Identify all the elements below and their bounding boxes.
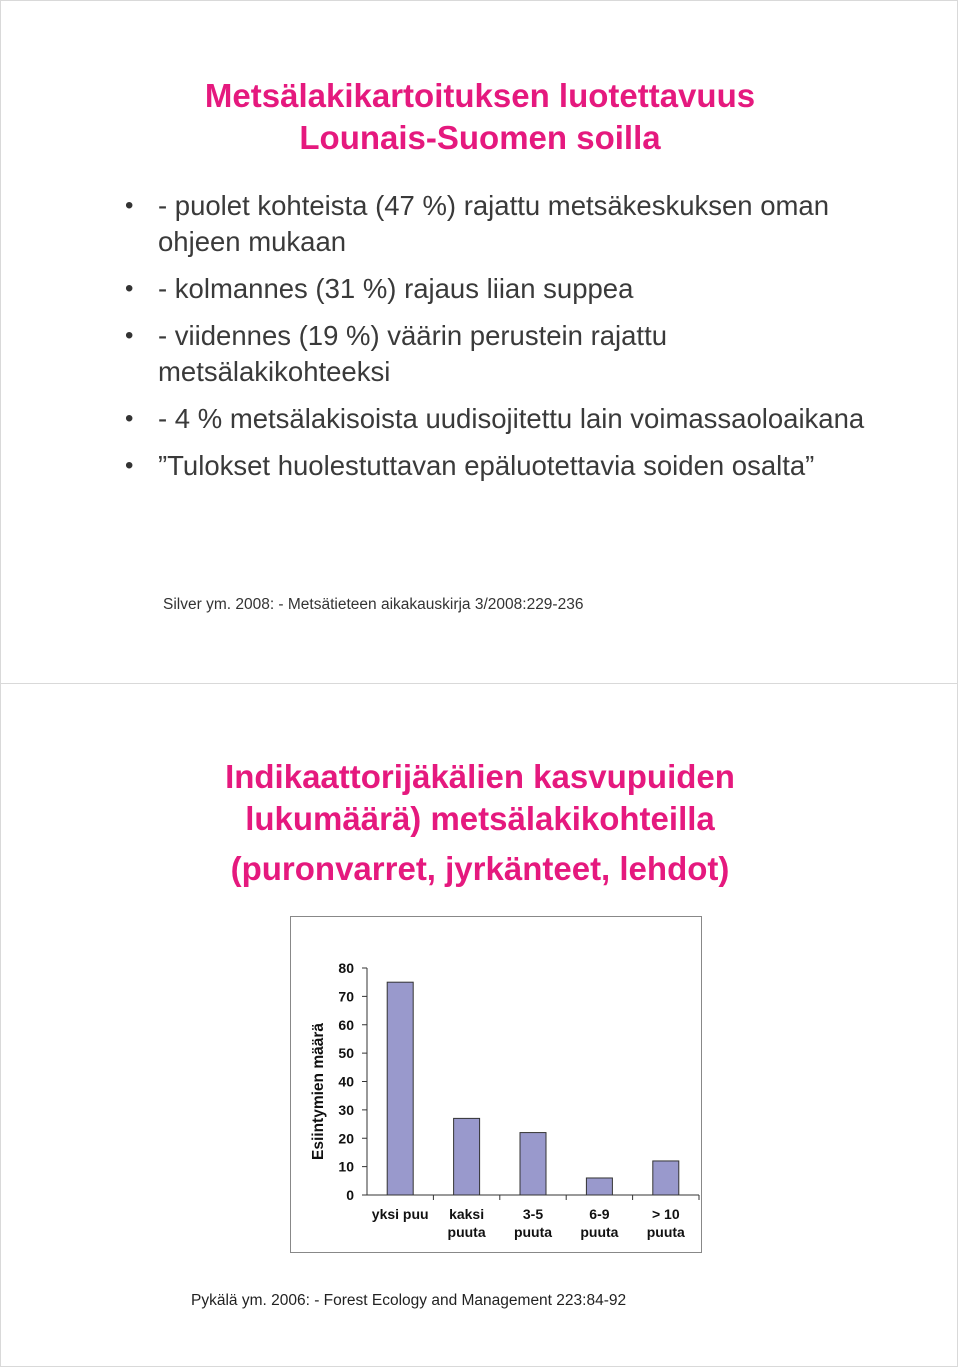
bar <box>387 982 413 1195</box>
slide-1-title <box>1 75 959 159</box>
x-tick-label: puuta <box>646 1224 685 1240</box>
y-tick-label: 80 <box>338 960 354 976</box>
y-tick-label: 70 <box>338 988 354 1005</box>
bullet-list <box>125 188 865 495</box>
slide-2-title-line-1: Indikaattorijäkälien kasvupuiden <box>225 758 735 795</box>
y-axis-title: Esiintymien määrä <box>310 1023 327 1160</box>
bullet-item <box>125 271 865 307</box>
bullet-icon: • <box>125 275 134 302</box>
bullet-icon: • <box>125 192 134 219</box>
bullet-item <box>125 318 865 390</box>
x-tick-label: kaksi <box>449 1206 485 1222</box>
slide-2-title-line-2: lukumäärä) metsälakikohteilla <box>245 800 715 837</box>
slide-2-title <box>1 756 959 890</box>
slide-1 <box>0 0 958 684</box>
bullet-text: - puolet kohteista (47 %) rajattu metsäkeskuksen oman ohjeen mukaan <box>158 190 830 257</box>
x-tick-label: 3-5 <box>522 1206 544 1222</box>
bar <box>653 1161 679 1195</box>
bullet-icon: • <box>125 405 134 432</box>
y-tick-label: 10 <box>338 1158 354 1175</box>
bar <box>520 1133 546 1195</box>
slide-2-source: Pykälä ym. 2006: - Forest Ecology and Management 223:84-92 <box>191 1292 627 1309</box>
bullet-text: ”Tulokset huolestuttavan epäluotettavia soiden osalta” <box>158 450 815 481</box>
bullet-item <box>125 401 865 437</box>
y-tick-label: 60 <box>338 1016 354 1033</box>
bar <box>586 1178 612 1195</box>
x-tick-label: puuta <box>513 1224 553 1240</box>
bullet-icon: • <box>125 322 134 349</box>
y-tick-label: 40 <box>338 1073 354 1090</box>
bar <box>454 1118 480 1195</box>
slide-1-title-line-2: Lounais-Suomen soilla <box>299 119 661 156</box>
bar-chart <box>290 916 702 1253</box>
x-tick-label: puuta <box>447 1224 486 1240</box>
bullet-text: - 4 % metsälakisoista uudisojitettu lain voimassaoloaikana <box>158 403 865 434</box>
slide-1-title-line-1: Metsälakikartoituksen luotettavuus <box>204 77 756 114</box>
slide-2-title-line-3: (puronvarret, jyrkänteet, lehdot) <box>230 850 730 887</box>
bar-chart-svg <box>291 917 701 1252</box>
bullet-text: - viidennes (19 %) väärin perustein rajattu metsälakikohteeksi <box>158 320 668 387</box>
y-tick-label: 30 <box>338 1101 354 1118</box>
bullet-icon: • <box>125 452 134 479</box>
x-tick-label: 6-9 <box>589 1206 610 1222</box>
bullet-text: - kolmannes (31 %) rajaus liian suppea <box>158 273 634 304</box>
y-tick-label: 50 <box>338 1045 354 1062</box>
x-tick-label: > 10 <box>651 1206 680 1222</box>
y-tick-label: 20 <box>338 1130 354 1147</box>
slide-2 <box>0 683 958 1367</box>
bullet-item <box>125 188 865 260</box>
y-tick-label: 0 <box>346 1187 354 1203</box>
x-tick-label: yksi puu <box>371 1206 429 1222</box>
bullet-item <box>125 448 865 484</box>
slide-1-source: Silver ym. 2008: - Metsätieteen aikakauskirja 3/2008:229-236 <box>163 596 584 613</box>
x-tick-label: puuta <box>580 1224 619 1240</box>
